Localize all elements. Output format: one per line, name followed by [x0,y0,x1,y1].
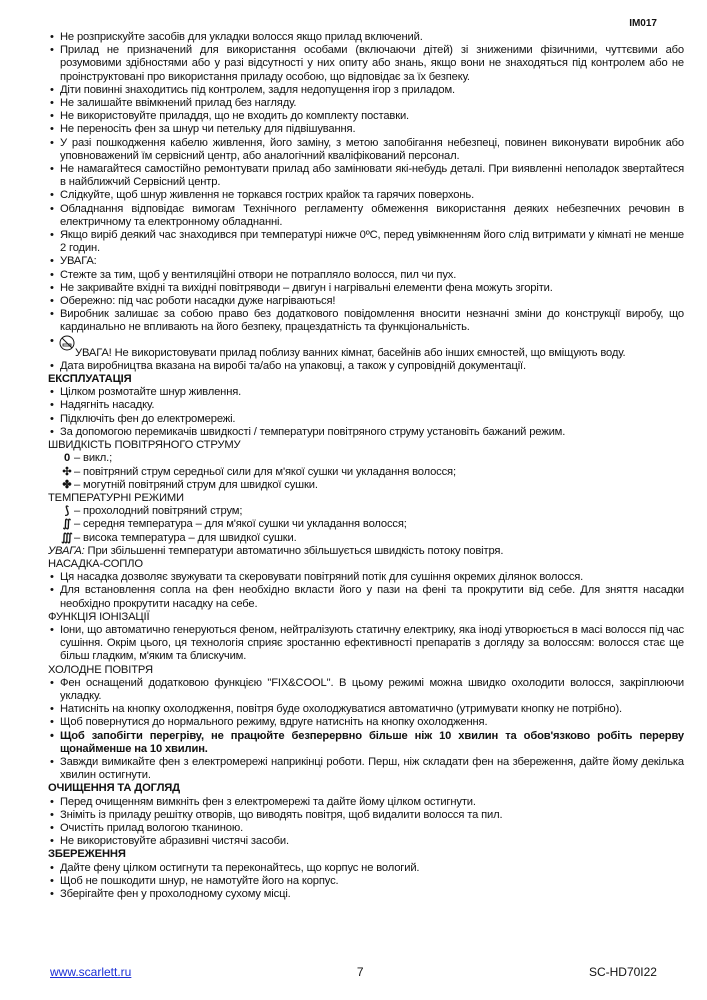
section-heading: ХОЛОДНЕ ПОВІТРЯ [48,663,153,676]
section-heading: ЕКСПЛУАТАЦІЯ [48,373,132,386]
list-item: • Не розприскуйте засобів для укладки волосся якщо прилад включений. [48,31,684,44]
mode-item [48,466,684,479]
list-item: • У разі пошкодження кабелю живлення, його заміну, з метою запобігання небезпеці, повинен виконувати виробник або уповноважений їм сервісний центр, або аналогічний кваліфікований персонал. [48,137,684,163]
bath-warning-text: • УВАГА! Не використовувати прилад поблизу ванних кімнат, басейнів або інших ємностей, що вміщують воду. [75,346,626,359]
mode-description: – висока температура – для швидкої сушки. [74,531,297,544]
section-heading: ТЕМПЕРАТУРНІ РЕЖИМИ [48,491,184,504]
list-item: • Якщо виріб деякий час знаходився при температурі нижче 0ºC, перед увімкненням його слід витримати у кімнаті не менше 2 годин. [48,229,684,255]
page-number: 7 [356,965,364,979]
list-item: • Для встановлення сопла на фен необхідно вкласти його у пази на фені та прокрутити від себе. Для зняття насадки необхідно прокрутити насадку на себе. [48,584,684,610]
list-item: • Слідкуйте, щоб шнур живлення не торкався гострих крайок та гарячих поверхонь. [48,189,684,202]
temp-cool-icon: ⟆ [64,505,70,518]
list-item: • Не переносіть фен за шнур чи петельку для підвішування. [48,123,684,136]
list-item: • Обладнання відповідає вимогам Технічного регламенту обмеження використання деяких небезпечних речовин в електричному та електронному обладнанні. [48,203,684,229]
website-link[interactable]: www.scarlett.ru [50,965,132,979]
mode-description: – викл.; [74,452,113,465]
list-item: • Ця насадка дозволяє звужувати та скеровувати повітряний потік для сушіння окремих ділянок волосся. [48,571,684,584]
list-item: • Діти повинні знаходитись під контролем, задля недопущення ігор з приладом. [48,84,684,97]
list-item: • Підключіть фен до електромережі. [48,413,684,426]
list-item: • Не використовуйте абразивні чистячі засоби. [48,835,684,848]
list-item: • Прилад не призначений для використання особами (включаючи дітей) зі зниженими фізичними, чуттєвими або розумовими здібностями або у разі відсутності у них опиту або знань, якщо вони не знаходяться під контролем або не проінструктовані про використання приладу особою, що відповідає за їх безпеку. [48,44,684,84]
no-bath-icon [59,335,75,351]
mode-item [48,518,684,531]
list-item: • УВАГА: [48,255,684,268]
section-heading: ШВИДКІСТЬ ПОВІТРЯНОГО СТРУМУ [48,439,241,452]
page-footer [50,965,657,979]
warning-text: При збільшенні температури автоматично збільшується швидкість потоку повітря. [84,544,504,557]
list-item: • Щоб не пошкодити шнур, не намотуйте його на корпус. [48,875,684,888]
list-item: • Перед очищенням вимкніть фен з електромережі та дайте йому цілком остигнути. [48,796,684,809]
list-item: • Не використовуйте приладдя, що не входить до комплекту поставки. [48,110,684,123]
list-item: • Стежте за тим, щоб у вентиляційні отвори не потрапляло волосся, пил чи пух. [48,269,684,282]
mode-item [48,479,684,492]
section-heading: ЗБЕРЕЖЕННЯ [48,848,126,861]
mode-description: – повітряний струм середньої сили для м'якої сушки чи укладання волосся; [74,465,456,478]
mode-description: – могутній повітряний струм для швидкої сушки. [74,478,318,491]
mode-item [48,532,684,545]
section-heading: ОЧИЩЕННЯ ТА ДОГЛЯД [48,782,180,795]
list-item: • Натисніть на кнопку охолодження, повітря буде охолоджуватися автоматично (утримувати кнопку не потрібно). [48,703,684,716]
section-heading: НАСАДКА-СОПЛО [48,557,143,570]
list-item: • Дайте фену цілком остигнути та переконайтесь, що корпус не вологий. [48,862,684,875]
instruction-content [48,31,684,901]
list-item: • Щоб повернутися до нормального режиму, вдруге натисніть на кнопку охолодження. [48,716,684,729]
list-item: • Надягніть насадку. [48,399,684,412]
temp-medium-icon: ∬ [62,518,72,531]
list-item: • Не намагайтеся самостійно ремонтувати прилад або замінювати які-небудь деталі. При виявленні неполадок звертайтеся в найближчий Сервісний центр. [48,163,684,189]
list-item: • Зніміть із приладу решітку отворів, що виводять повітря, щоб видалити волосся та пил. [48,809,684,822]
list-item: • Не закривайте вхідні та вихідні повітряводи – двигун і нагрівальні елементи фена можуть згоріти. [48,282,684,295]
warning-note [48,545,684,558]
warning-label: УВАГА: [48,544,85,557]
list-item: • Обережно: під час роботи насадки дуже нагріваються! [48,295,684,308]
list-item: • Очистіть прилад вологою тканиною. [48,822,684,835]
model-number: SC-HD70I22 [588,965,657,979]
mode-description: – прохолодний повітряний струм; [74,505,243,518]
speed-high-fan-icon: ✤ [62,478,72,491]
list-item: • Фен оснащений додатковою функцією "FIX&COOL". В цьому режимі можна швидко охолодити волосся, закріплюючи укладку. [48,677,684,703]
speed-off-icon: 0 [63,452,71,465]
list-item: • За допомогою перемикачів швидкості / температури повітряного струму установіть бажаний режим. [48,426,684,439]
section-heading: ФУНКЦІЯ ІОНІЗАЦІЇ [48,610,150,623]
list-item: • Цілком розмотайте шнур живлення. [48,386,684,399]
list-item-bath-warning [48,335,684,360]
list-item: • Завжди вимикайте фен з електромережі наприкінці роботи. Перш, ніж складати фен на збереження, дайте йому декілька хвилин остигнути. [48,756,684,782]
mode-item [48,505,684,518]
temp-high-icon: ∭ [61,531,73,544]
mode-item [48,452,684,465]
list-item: • Іони, що автоматично генеруються феном, нейтралізують статичну електрику, яка іноді утворюється в масі волосся під час сушіння. Окрім цього, ця технологія сприяє зростанню ефективності препаратів з догляду за волоссям: волосся стає ще більш гладким, м'яким та блискучим. [48,624,684,664]
list-item: • Не залишайте ввімкнений прилад без нагляду. [48,97,684,110]
list-item: • Виробник залишає за собою право без додаткового повідомлення вносити незначні зміни до конструкції виробу, що кардинально не впливають на його безпеку, працездатність та функціональність. [48,308,684,334]
list-item: • Щоб запобігти перегріву, не працюйте безперервно більше ніж 10 хвилин та обов'язково робіть перерву щонайменше на 10 хвилин. [48,730,684,756]
document-code: IM017 [629,18,657,29]
list-item: • Дата виробництва вказана на виробі та/або на упаковці, а також у супровідній документації. [48,360,684,373]
mode-description: – середня температура – для м'якої сушки чи укладання волосся; [74,518,407,531]
speed-medium-fan-icon: ✣ [62,465,72,478]
list-item: • Зберігайте фен у прохолодному сухому місці. [48,888,684,901]
